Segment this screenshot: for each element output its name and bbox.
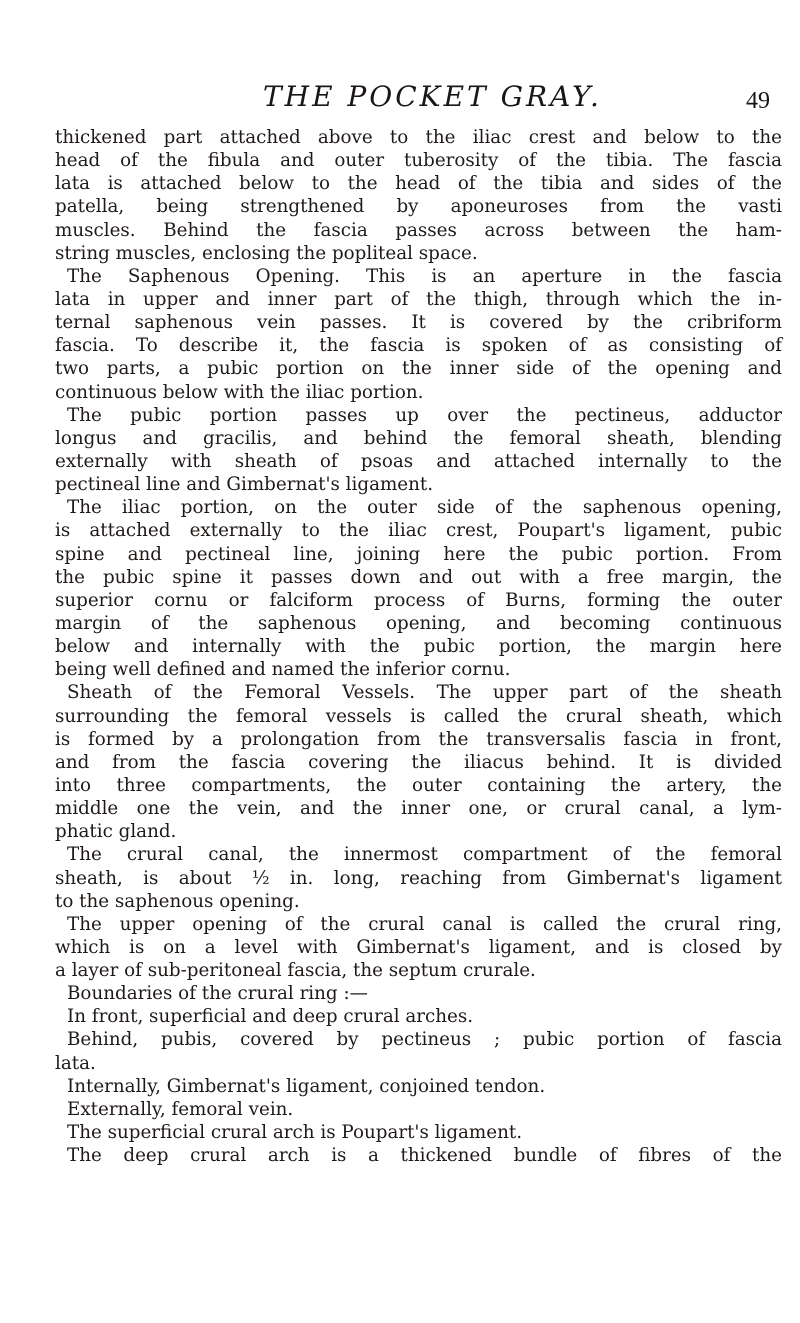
text-line: which is on a level with Gimbernat's ligament, and is closed by — [55, 936, 782, 958]
text-line: muscles. Behind the fascia passes across between the ham- — [55, 219, 782, 241]
text-line: longus and gracilis, and behind the femoral sheath, blending — [55, 427, 782, 449]
text-line: Behind, pubis, covered by pectineus ; pubic portion of fascia — [67, 1029, 782, 1051]
text-line: fascia. To describe it, the fascia is spoken of as consisting of — [55, 335, 782, 357]
text-line: lata in upper and inner part of the thigh, through which the in- — [55, 288, 782, 310]
text-line: externally with sheath of psoas and attached internally to the — [55, 450, 782, 472]
body-text — [55, 126, 782, 1167]
text-line: patella, being strengthened by aponeuroses from the vasti — [55, 196, 782, 218]
text-line: margin of the saphenous opening, and becoming continuous — [55, 612, 782, 634]
text-line: The superficial crural arch is Poupart's ligament. — [67, 1122, 523, 1144]
text-line: spine and pectineal line, joining here the pubic portion. From — [55, 543, 782, 565]
running-header — [0, 60, 800, 120]
text-line: is attached externally to the iliac crest, Poupart's ligament, pubic — [55, 520, 782, 542]
text-line: to the saphenous opening. — [55, 890, 300, 912]
text-line: The iliac portion, on the outer side of the saphenous opening, — [67, 497, 782, 519]
text-line: pectineal line and Gimbernat's ligament. — [55, 474, 434, 496]
text-line: continuous below with the iliac portion. — [55, 381, 424, 403]
text-line: a layer of sub-peritoneal fascia, the septum crurale. — [55, 960, 536, 982]
text-line: being well defined and named the inferior cornu. — [55, 659, 511, 681]
text-line: below and internally with the pubic portion, the margin here — [55, 636, 782, 658]
text-line: The pubic portion passes up over the pectineus, adductor — [67, 404, 782, 426]
text-line: two parts, a pubic portion on the inner side of the opening and — [55, 358, 782, 380]
text-line: sheath, is about ½ in. long, reaching from Gimbernat's ligament — [55, 867, 782, 889]
text-line: Internally, Gimbernat's ligament, conjoined tendon. — [67, 1075, 546, 1097]
section-heading-line: Sheath of the Femoral Vessels. The upper part of the sheath — [67, 682, 782, 704]
text-line: The crural canal, the innermost compartment of the femoral — [67, 844, 782, 866]
text-line: phatic gland. — [55, 821, 177, 843]
section-heading-line: Boundaries of the crural ring :— — [67, 983, 368, 1005]
text-line: Externally, femoral vein. — [67, 1098, 294, 1120]
text-line: superior cornu or falciform process of Burns, forming the outer — [55, 589, 782, 611]
section-heading-line: The Saphenous Opening. This is an aperture in the fascia — [67, 265, 782, 287]
text-line: string muscles, enclosing the popliteal space. — [55, 242, 478, 264]
text-line: surrounding the femoral vessels is called the crural sheath, which — [55, 705, 782, 727]
page-number: 49 — [746, 88, 770, 114]
text-line: the pubic spine it passes down and out with a free margin, the — [55, 566, 782, 588]
text-line: and from the fascia covering the iliacus behind. It is divided — [55, 751, 782, 773]
text-line: lata. — [55, 1052, 96, 1074]
text-line: is formed by a prolongation from the transversalis fascia in front, — [55, 728, 782, 750]
text-line: thickened part attached above to the iliac crest and below to the — [55, 127, 782, 148]
text-line: In front, superficial and deep crural arches. — [67, 1006, 474, 1028]
text-line: middle one the vein, and the inner one, or crural canal, a lym- — [55, 798, 782, 820]
text-line: The upper opening of the crural canal is called the crural ring, — [67, 913, 782, 935]
text-line: head of the fibula and outer tuberosity of the tibia. The fascia — [55, 150, 782, 172]
text-line: into three compartments, the outer containing the artery, the — [55, 774, 782, 796]
running-head-title: THE POCKET GRAY. — [263, 80, 602, 113]
text-line: ternal saphenous vein passes. It is covered by the cribriform — [55, 312, 782, 334]
text-line: The deep crural arch is a thickened bundle of fibres of the — [67, 1145, 782, 1167]
text-line: lata is attached below to the head of the tibia and sides of the — [55, 173, 782, 195]
